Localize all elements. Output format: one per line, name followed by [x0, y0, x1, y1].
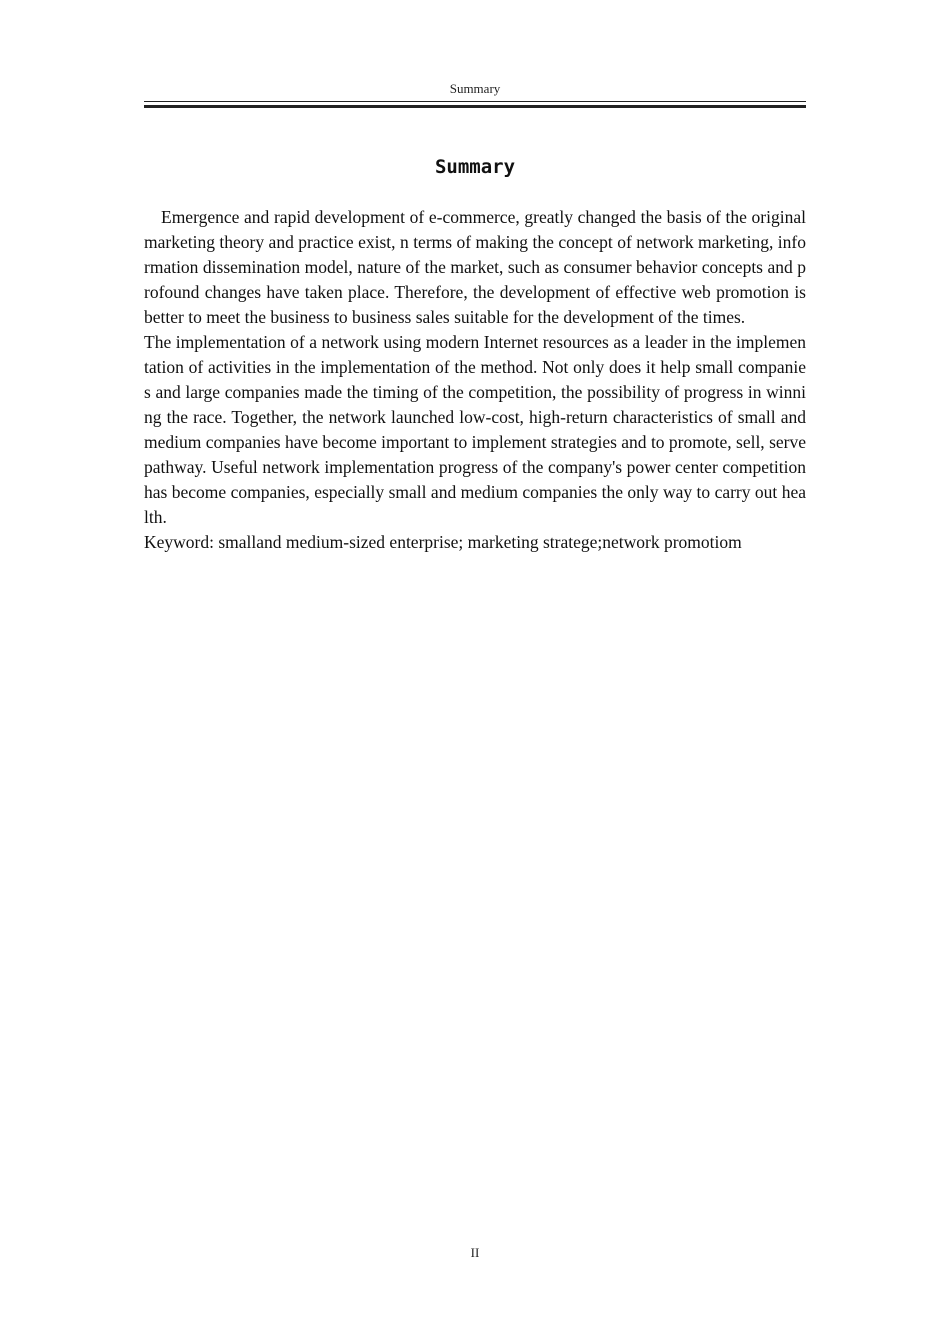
- page-number: II: [470, 1245, 480, 1260]
- keywords-line: Keyword: smalland medium-sized enterprise; marketing stratege;network promotiom: [144, 532, 742, 552]
- running-header: Summary: [449, 81, 501, 96]
- page-title: Summary: [434, 156, 516, 178]
- abstract-body: [144, 205, 806, 555]
- header-rule-thin: [144, 101, 806, 102]
- header-rule-thick: [144, 105, 806, 108]
- abstract-paragraph-1: Emergence and rapid development of e-commerce, greatly changed the basis of the original marketing theory and practice exist, n terms of making the concept of network marketing, information dissemination model, nature of the market, such as consumer behavior concepts and profound changes have taken place. Therefore, the development of effective web promotion is better to meet the business to business sales suitable for the development of the times.: [144, 207, 806, 327]
- abstract-paragraph-2: The implementation of a network using modern Internet resources as a leader in the implementation of activities in the implementation of the method. Not only does it help small companies and large companies made the timing of the competition, the possibility of progress in winning the race. Together, the network launched low-cost, high-return characteristics of small and medium companies have become important to implement strategies and to promote, sell, serve pathway. Useful network implementation progress of the company's power center competition has become companies, especially small and medium companies the only way to carry out health.: [144, 332, 806, 527]
